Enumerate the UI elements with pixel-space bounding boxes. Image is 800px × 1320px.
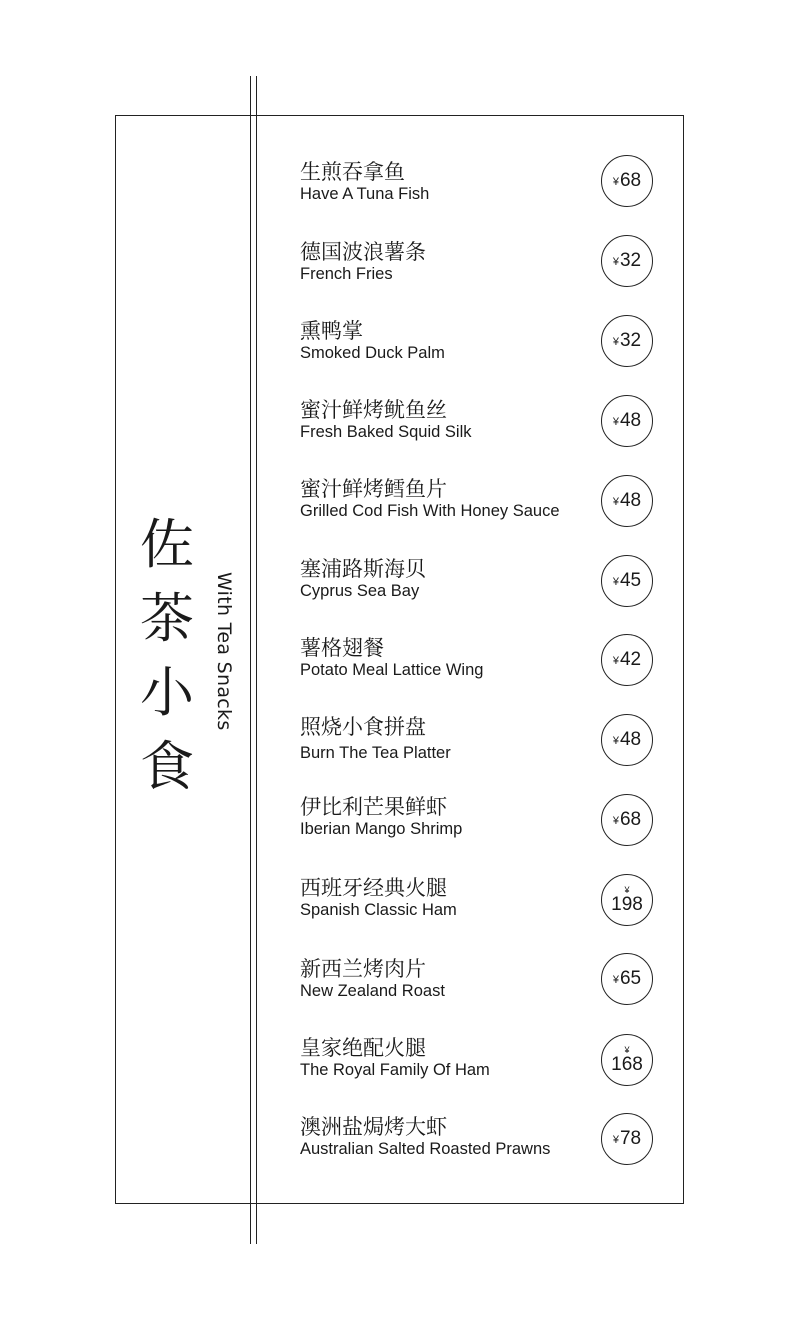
- dish-name-zh: 薯格翅餐: [300, 636, 384, 660]
- dish-name-en: Cyprus Sea Bay: [300, 582, 420, 600]
- currency-symbol: ¥: [612, 335, 619, 348]
- price-amount: 45: [619, 570, 642, 591]
- currency-symbol: ¥: [612, 1133, 619, 1146]
- dish-name-en: Burn The Tea Platter: [300, 744, 451, 762]
- section-title-en: With Tea Snacks: [213, 572, 235, 731]
- dish-name-zh: 蜜汁鲜烤鱿鱼丝: [300, 398, 447, 422]
- price-amount: 68: [619, 809, 642, 830]
- menu-item: [300, 477, 560, 521]
- dish-name-en: Spanish Classic Ham: [300, 901, 457, 919]
- section-title-zh: [132, 508, 202, 804]
- title-char: 茶: [140, 587, 194, 650]
- price-badge: [601, 475, 653, 527]
- price-amount: 42: [619, 649, 642, 670]
- price-badge: [601, 395, 653, 447]
- currency-symbol: ¥: [612, 175, 619, 188]
- currency-symbol: ¥: [612, 575, 619, 588]
- dish-name-zh: 西班牙经典火腿: [300, 876, 447, 900]
- currency-symbol: ¥: [624, 1045, 630, 1055]
- title-char: 佐: [140, 513, 194, 576]
- menu-item: [300, 1115, 550, 1159]
- dish-name-zh: 生煎吞拿鱼: [300, 160, 405, 184]
- price-amount: 32: [619, 250, 642, 271]
- dish-name-zh: 伊比利芒果鲜虾: [300, 795, 447, 819]
- dish-name-en: The Royal Family Of Ham: [300, 1061, 490, 1079]
- dish-name-zh: 蜜汁鲜烤鳕鱼片: [300, 477, 447, 501]
- menu-item: [300, 715, 451, 763]
- price-amount: 48: [619, 490, 642, 511]
- dish-name-en: Have A Tuna Fish: [300, 185, 430, 203]
- price-amount: 65: [619, 968, 642, 989]
- price-amount: 168: [611, 1054, 643, 1075]
- price-amount: 198: [611, 894, 643, 915]
- menu-item: [300, 319, 445, 363]
- dish-name-en: Smoked Duck Palm: [300, 344, 445, 362]
- menu-item: [300, 160, 429, 204]
- currency-symbol: ¥: [612, 495, 619, 508]
- currency-symbol: ¥: [612, 814, 619, 827]
- currency-symbol: ¥: [612, 973, 619, 986]
- dish-name-zh: 塞浦路斯海贝: [300, 557, 426, 581]
- menu-item: [300, 398, 472, 442]
- currency-symbol: ¥: [612, 415, 619, 428]
- dish-name-en: Australian Salted Roasted Prawns: [300, 1140, 551, 1158]
- price-badge: [601, 634, 653, 686]
- dish-name-en: Grilled Cod Fish With Honey Sauce: [300, 502, 560, 520]
- menu-item: [300, 876, 457, 920]
- dish-name-en: Iberian Mango Shrimp: [300, 820, 463, 838]
- menu-item: [300, 557, 426, 601]
- dish-name-en: New Zealand Roast: [300, 982, 445, 1000]
- price-badge: [601, 794, 653, 846]
- title-char: 小: [140, 661, 194, 724]
- currency-symbol: ¥: [612, 255, 619, 268]
- price-amount: 32: [619, 330, 642, 351]
- currency-symbol: ¥: [624, 885, 630, 895]
- menu-item: [300, 795, 462, 839]
- dish-name-zh: 照烧小食拼盘: [300, 715, 426, 739]
- dish-name-zh: 澳洲盐焗烤大虾: [300, 1115, 447, 1139]
- dish-name-zh: 熏鸭掌: [300, 319, 363, 343]
- dish-name-zh: 新西兰烤肉片: [300, 957, 426, 981]
- price-badge: [601, 1034, 653, 1086]
- price-badge: [601, 155, 653, 207]
- divider-line: [250, 76, 251, 1244]
- price-amount: 48: [619, 729, 642, 750]
- menu-item: [300, 1036, 490, 1080]
- price-badge: [601, 953, 653, 1005]
- price-badge: [601, 315, 653, 367]
- menu-item: [300, 240, 426, 284]
- currency-symbol: ¥: [612, 734, 619, 747]
- price-amount: 78: [619, 1128, 642, 1149]
- price-badge: [601, 235, 653, 287]
- price-badge: [601, 874, 653, 926]
- price-amount: 48: [619, 410, 642, 431]
- price-amount: 68: [619, 170, 642, 191]
- dish-name-zh: 德国波浪薯条: [300, 240, 426, 264]
- title-char: 食: [140, 735, 194, 798]
- dish-name-en: Fresh Baked Squid Silk: [300, 423, 472, 441]
- price-badge: [601, 714, 653, 766]
- price-badge: [601, 555, 653, 607]
- menu-item: [300, 636, 483, 680]
- currency-symbol: ¥: [612, 654, 619, 667]
- dish-name-en: Potato Meal Lattice Wing: [300, 661, 484, 679]
- divider-line: [256, 76, 257, 1244]
- price-badge: [601, 1113, 653, 1165]
- dish-name-en: French Fries: [300, 265, 393, 283]
- dish-name-zh: 皇家绝配火腿: [300, 1036, 426, 1060]
- menu-item: [300, 957, 445, 1001]
